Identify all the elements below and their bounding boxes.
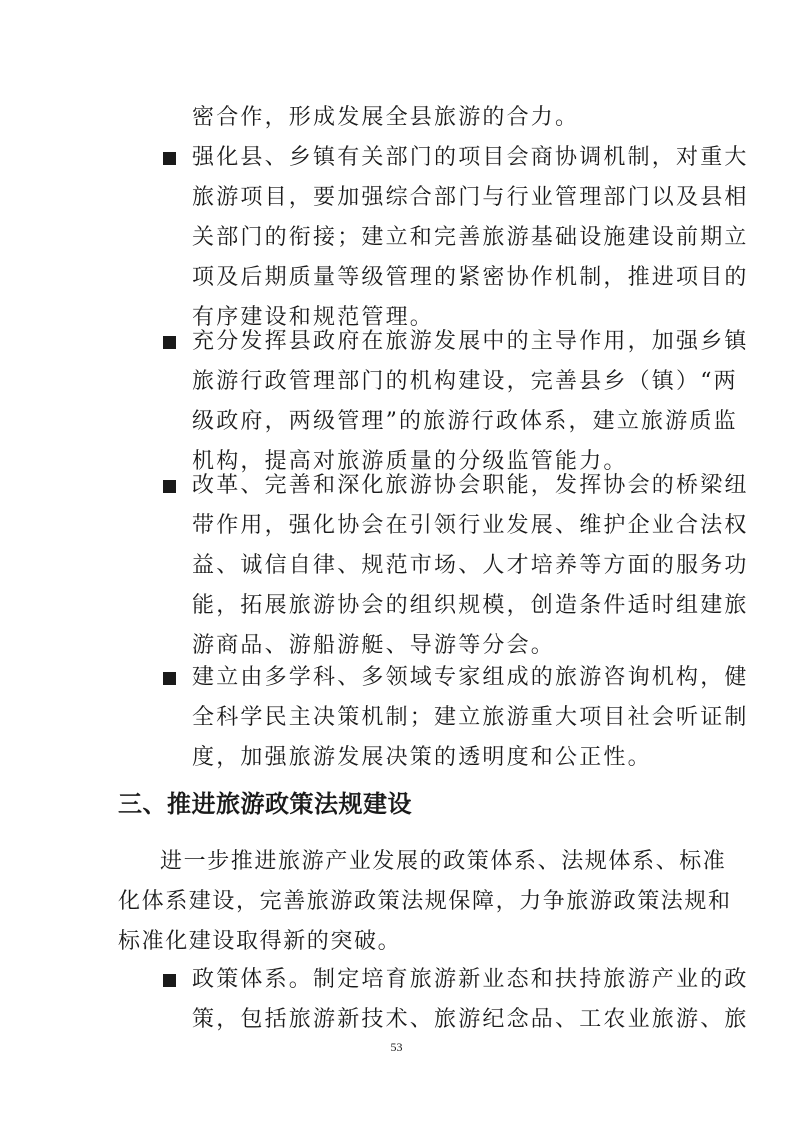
square-bullet-icon: [163, 152, 176, 165]
text-line: 级政府，两级管理”的旅游行政体系，建立旅游质监: [192, 409, 738, 434]
text-line: 带作用，强化协会在引领行业发展、维护企业合法权: [192, 513, 749, 538]
text-line: 强化县、乡镇有关部门的项目会商协调机制，对重大: [192, 145, 749, 170]
text-line: 度，加强旅游发展决策的透明度和公正性。: [192, 745, 652, 770]
text-line: 政策体系。制定培育旅游新业态和扶持旅游产业的政: [192, 967, 749, 992]
text-line: 策，包括旅游新技术、旅游纪念品、工农业旅游、旅: [192, 1007, 749, 1032]
text-line: 化体系建设，完善旅游政策法规保障，力争旅游政策法规和: [118, 889, 732, 914]
text-line: 建立由多学科、多领域专家组成的旅游咨询机构，健: [192, 665, 749, 690]
square-bullet-icon: [163, 480, 176, 493]
text-line: 全科学民主决策机制；建立旅游重大项目社会听证制: [192, 705, 749, 730]
page-number: 53: [390, 1040, 403, 1054]
text-line: 密合作，形成发展全县旅游的合力。: [192, 105, 580, 130]
text-line: 标准化建设取得新的突破。: [118, 929, 402, 954]
square-bullet-icon: [163, 974, 176, 987]
text-line: 有序建设和规范管理。: [192, 305, 435, 330]
text-line: 充分发挥县政府在旅游发展中的主导作用，加强乡镇: [192, 329, 749, 354]
text-line: 进一步推进旅游产业发展的政策体系、法规体系、标准: [160, 849, 727, 874]
text-line: 机构，提高对旅游质量的分级监管能力。: [192, 449, 628, 474]
text-line: 游商品、游船游艇、导游等分会。: [192, 633, 556, 658]
square-bullet-icon: [163, 672, 176, 685]
text-line: 关部门的衔接；建立和完善旅游基础设施建设前期立: [192, 225, 749, 250]
text-line: 益、诚信自律、规范市场、人才培养等方面的服务功: [192, 553, 749, 578]
text-line: 旅游项目，要加强综合部门与行业管理部门以及县相: [192, 185, 749, 210]
text-line: 能，拓展旅游协会的组织规模，创造条件适时组建旅: [192, 593, 749, 618]
text-line: 改革、完善和深化旅游协会职能，发挥协会的桥梁纽: [192, 473, 749, 498]
text-line: 项及后期质量等级管理的紧密协作机制，推进项目的: [192, 265, 749, 290]
square-bullet-icon: [163, 336, 176, 349]
section-heading: 三、推进旅游政策法规建设: [118, 790, 412, 818]
text-line: 旅游行政管理部门的机构建设，完善县乡（镇）“两: [192, 369, 738, 394]
